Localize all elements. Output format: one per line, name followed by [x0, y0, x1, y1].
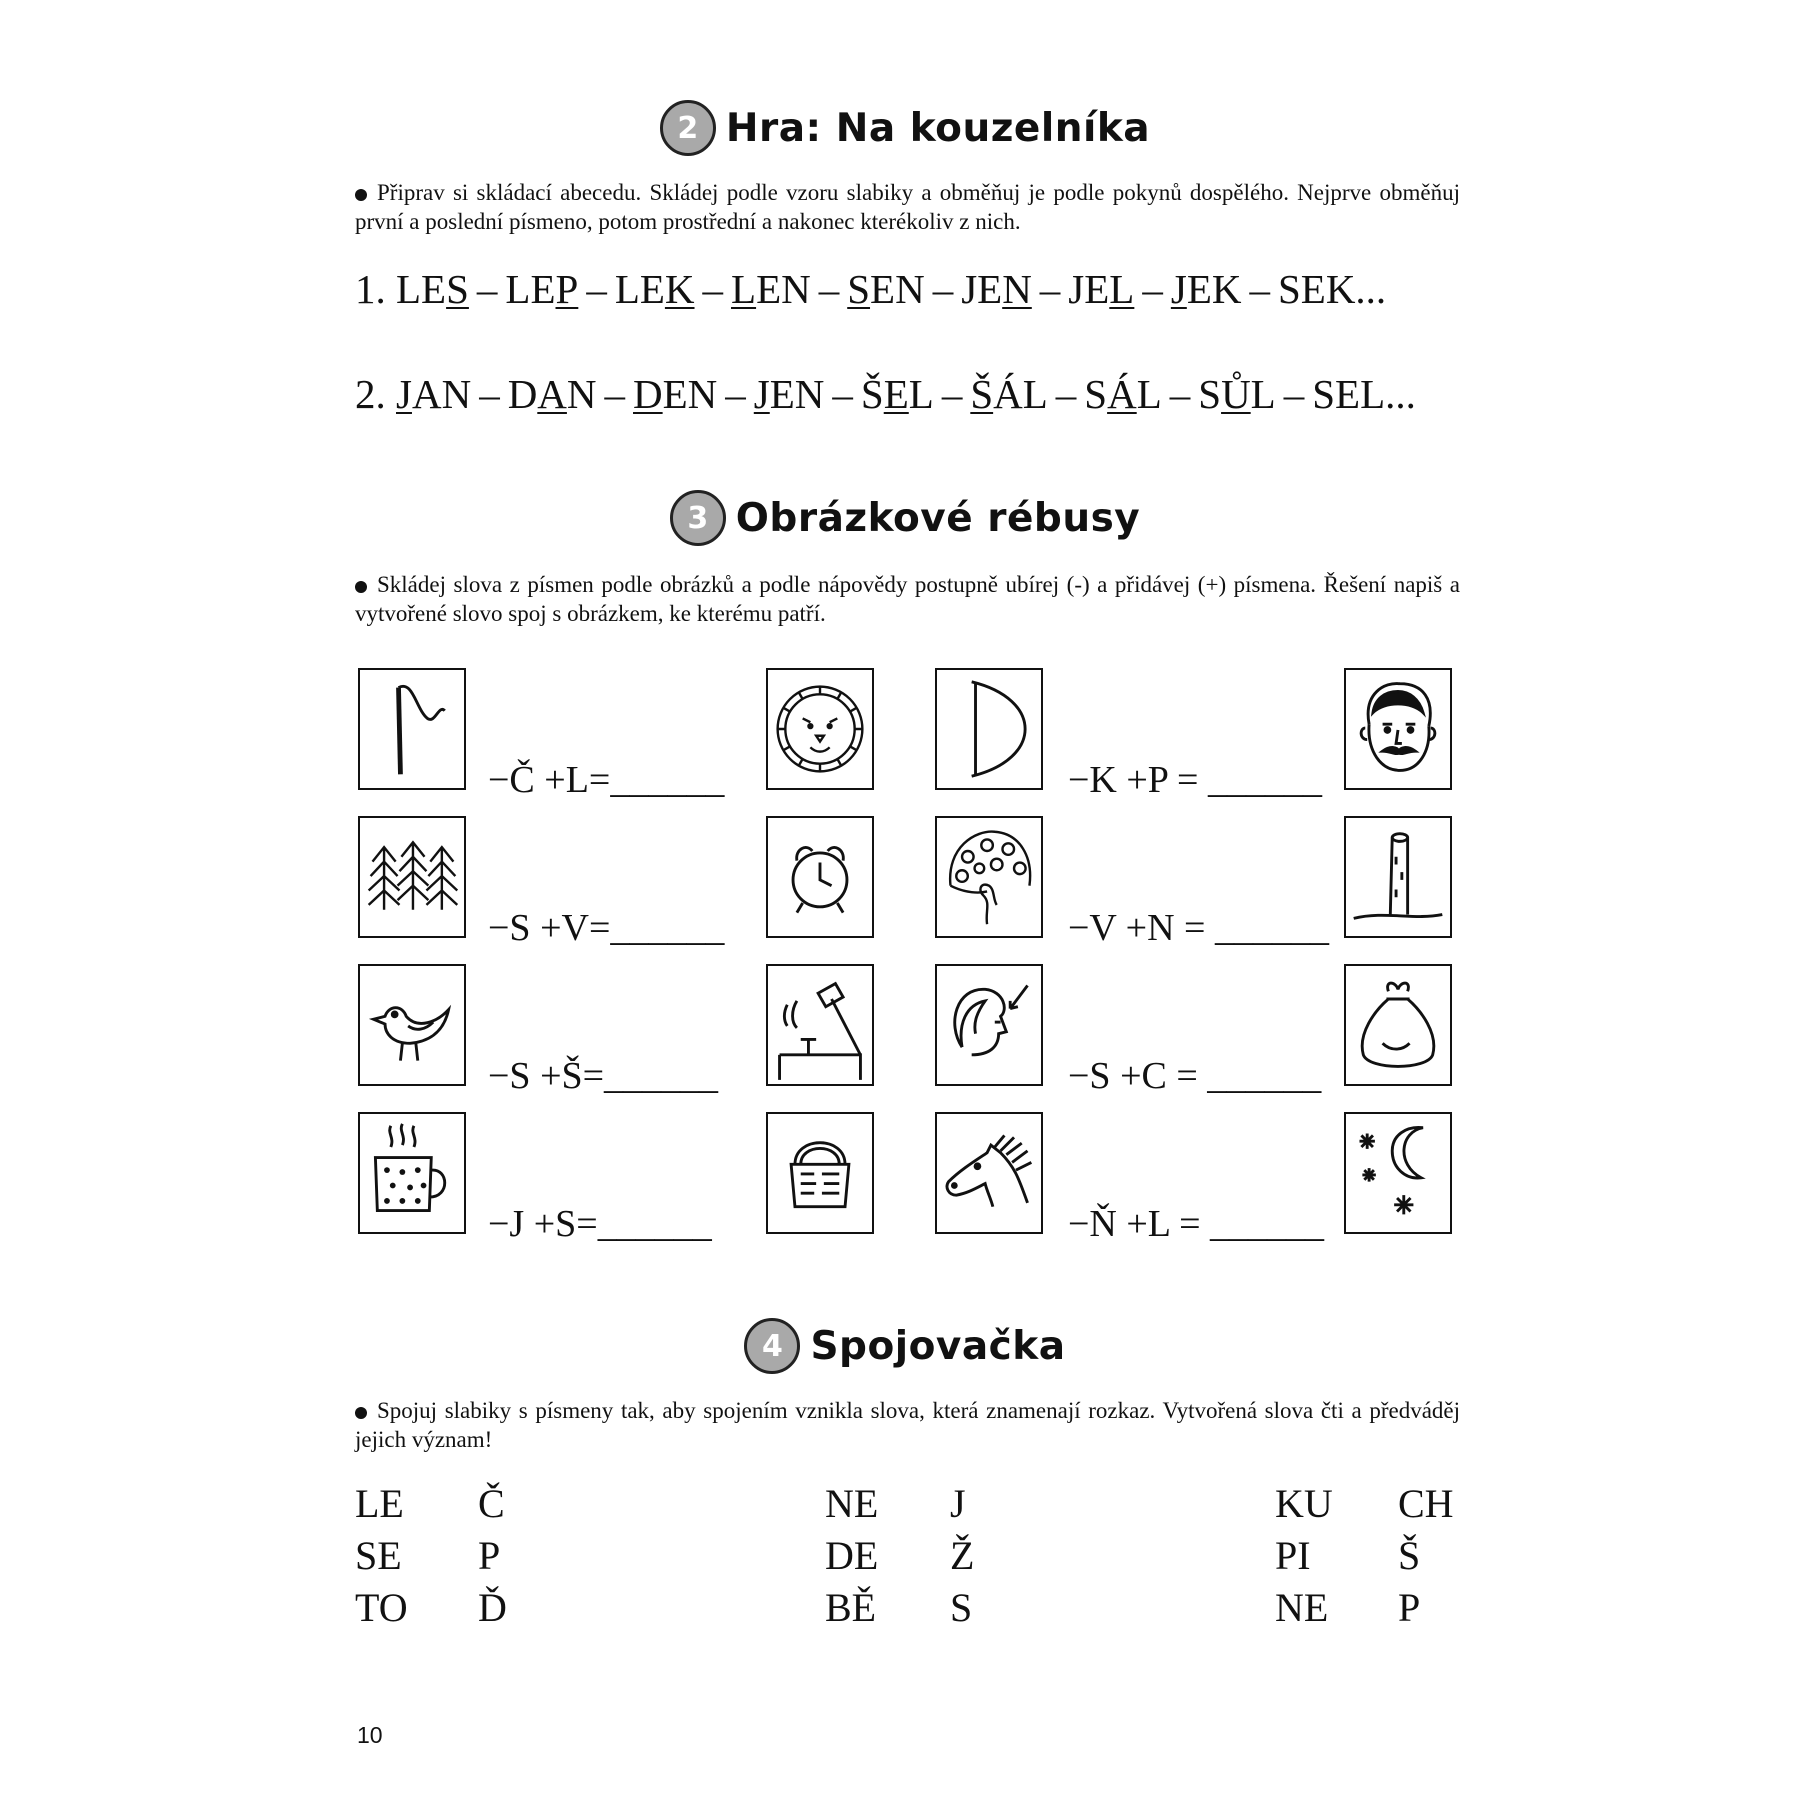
separator-dash: – — [1169, 371, 1191, 417]
syllable: NE — [825, 1481, 879, 1526]
separator-dash: – — [1142, 266, 1163, 312]
separator-dash: – — [725, 371, 746, 417]
rebus-formula: −S +Š=______ — [488, 1055, 719, 1097]
letter: Ž — [950, 1533, 975, 1578]
syllable-column — [825, 1478, 878, 1634]
syllable: NE — [1275, 1585, 1329, 1630]
section-title: Obrázkové rébusy — [735, 495, 1141, 541]
bow-icon — [935, 668, 1043, 790]
section-4-heading — [355, 1318, 1455, 1374]
bird-icon — [358, 964, 466, 1086]
rebus-formula: −S +V=______ — [488, 907, 725, 949]
page-number: 10 — [357, 1722, 383, 1748]
syllable: SEL... — [1312, 371, 1416, 417]
separator-dash: – — [1039, 266, 1061, 312]
rebus-formula: −S +C = ______ — [1068, 1055, 1322, 1097]
peacock-icon — [935, 816, 1043, 938]
section-number-badge: 4 — [744, 1318, 800, 1374]
syllable-column — [1275, 1478, 1333, 1634]
bullet-icon — [355, 581, 367, 593]
syllable: JEL — [1068, 266, 1135, 312]
lion-icon — [766, 668, 874, 790]
letter: Č — [478, 1481, 505, 1526]
section-3-instruction — [355, 570, 1460, 628]
rebus-formula: −K +P = ______ — [1068, 759, 1322, 801]
section-number-badge: 3 — [670, 490, 726, 546]
syllable: DEN — [633, 371, 718, 417]
syllable-row-1 — [355, 265, 1465, 313]
separator-dash: – — [586, 266, 607, 312]
separator-dash: – — [604, 371, 626, 417]
bullet-icon — [355, 189, 367, 201]
syllable: JEK — [1170, 266, 1242, 312]
syllable: SÁL — [1084, 371, 1162, 417]
letter: P — [478, 1533, 501, 1578]
basket-icon — [766, 1112, 874, 1234]
horse-icon — [935, 1112, 1043, 1234]
letter: Š — [1398, 1533, 1421, 1578]
rebus-formula: −V +N = ______ — [1068, 907, 1329, 949]
syllable-column — [355, 1478, 408, 1634]
syllable: BĚ — [825, 1585, 877, 1630]
syllable-row-2 — [355, 370, 1465, 418]
syllable: SEN — [847, 266, 925, 312]
separator-dash: – — [832, 371, 853, 417]
letter: S — [950, 1585, 973, 1630]
row-number: 2. — [355, 371, 396, 417]
section-3-heading — [355, 490, 1455, 546]
separator-dash: – — [1283, 371, 1305, 417]
rebus-formula: −Ň +L = ______ — [1068, 1203, 1325, 1245]
bullet-icon — [355, 1407, 367, 1419]
syllable: LEK — [614, 266, 695, 312]
man-face-icon — [1344, 668, 1452, 790]
row-number: 1. — [355, 266, 396, 312]
section-2-heading — [355, 100, 1455, 156]
letter: CH — [1398, 1481, 1454, 1526]
syllable: SŮL — [1198, 371, 1276, 417]
letter-column — [1398, 1478, 1454, 1634]
syllable: SEK... — [1277, 266, 1387, 312]
syllable: JEN — [753, 371, 825, 417]
moon-stars-icon — [1344, 1112, 1452, 1234]
syllable: LE — [355, 1481, 404, 1526]
syllable: LES — [396, 266, 469, 312]
mug-icon — [358, 1112, 466, 1234]
rebus-formula: −Č +L=______ — [488, 759, 725, 801]
syllable: ŠEL — [860, 371, 934, 417]
rebus-formula: −J +S=______ — [488, 1203, 712, 1245]
syllable: TO — [355, 1585, 408, 1630]
section-title: Hra: Na kouzelníka — [725, 105, 1151, 151]
letter: P — [1398, 1585, 1421, 1630]
section-4-instruction — [355, 1396, 1460, 1454]
syllable: JEN — [961, 266, 1032, 312]
letter-column — [478, 1478, 507, 1634]
syllable: LEN — [731, 266, 811, 312]
section-number-badge: 2 — [660, 100, 716, 156]
syllable: JAN — [396, 371, 472, 417]
syllable: ŠÁL — [970, 371, 1048, 417]
instruction-text: Připrav si skládací abecedu. Skládej podle vzoru slabiky a obměňuj je podle pokynů dospělého. Nejprve obměňuj první a poslední písmeno, potom prostřední a nakonec kterékoliv z nich. — [355, 180, 1460, 234]
separator-dash: – — [1055, 371, 1077, 417]
flag-icon — [358, 668, 466, 790]
syllable: LEP — [505, 266, 579, 312]
letter: Ď — [478, 1585, 507, 1630]
section-title: Spojovačka — [810, 1323, 1066, 1369]
syllable: DAN — [507, 371, 597, 417]
sack-icon — [1344, 964, 1452, 1086]
instruction-text: Spojuj slabiky s písmeny tak, aby spojením vznikla slova, která znamenají rozkaz. Vytvořená slova čti a předváděj jejich význam! — [355, 1398, 1460, 1452]
separator-dash: – — [702, 266, 724, 312]
letter-column — [950, 1478, 974, 1634]
separator-dash: – — [932, 266, 954, 312]
syllable: KU — [1275, 1481, 1333, 1526]
section-2-instruction — [355, 178, 1460, 236]
face-nose-icon — [935, 964, 1043, 1086]
separator-dash: – — [479, 371, 500, 417]
letter: J — [950, 1481, 966, 1526]
separator-dash: – — [818, 266, 840, 312]
separator-dash: – — [476, 266, 498, 312]
syllable: SE — [355, 1533, 402, 1578]
log-icon — [1344, 816, 1452, 938]
alarm-clock-icon — [766, 816, 874, 938]
instruction-text: Skládej slova z písmen podle obrázků a podle nápovědy postupně ubírej (-) a přidávej (+) písmena. Řešení napiš a vytvořené slovo spoj s obrázkem, ke kterému patří. — [355, 572, 1460, 626]
separator-dash: – — [1249, 266, 1270, 312]
hammer-nail-icon — [766, 964, 874, 1086]
separator-dash: – — [941, 371, 963, 417]
syllable: DE — [825, 1533, 879, 1578]
forest-icon — [358, 816, 466, 938]
syllable: PI — [1275, 1533, 1311, 1578]
